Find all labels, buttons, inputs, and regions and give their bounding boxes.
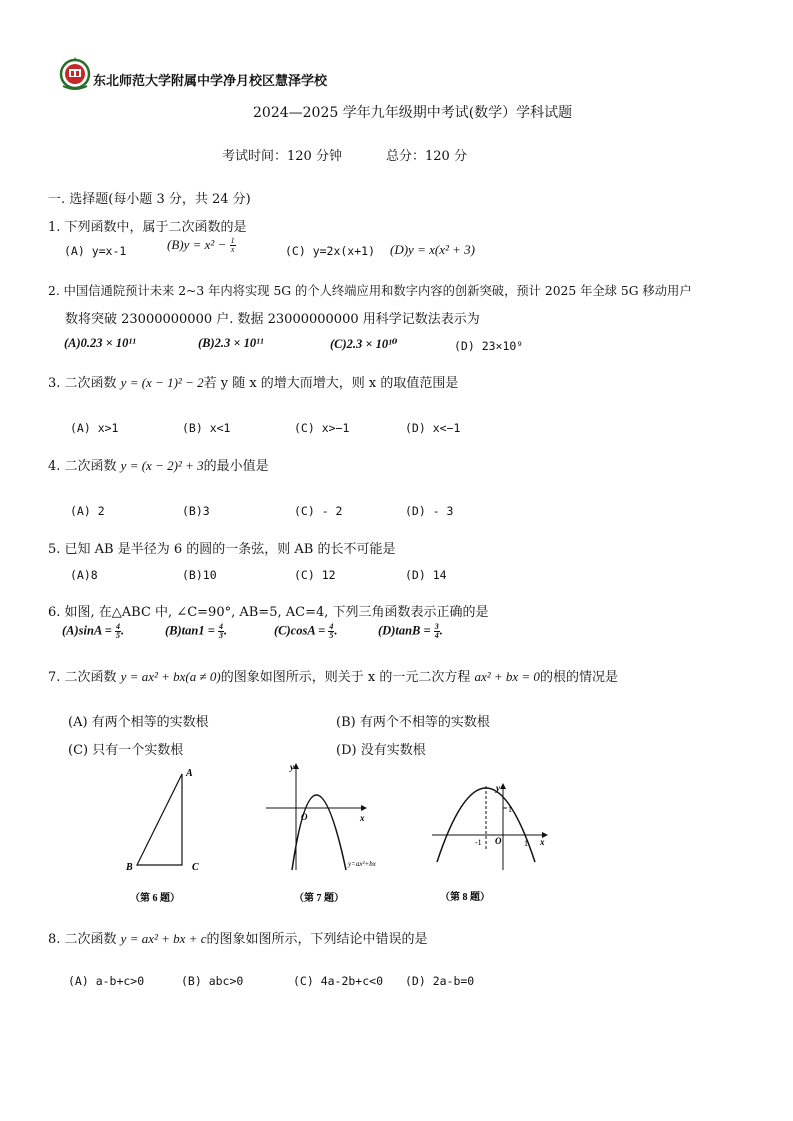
q7-stem: 7. 二次函数 y = ax² + bx(a ≠ 0)的图象如图所示，则关于 x 的一元二次方程 ax² + bx = 0的根的情况是 xyxy=(48,669,618,685)
q2-option-a: (A)0.23 × 10¹¹ xyxy=(64,336,136,350)
q2-option-b: (B)2.3 × 10¹¹ xyxy=(198,336,264,350)
q8-stem: 8. 二次函数 y = ax² + bx + c的图象如图所示，下列结论中错误的是 xyxy=(48,931,428,947)
q1-option-a: (A) y=x-1 xyxy=(64,244,127,258)
q5-stem: 5. 已知 AB 是半径为 6 的圆的一条弦，则 AB 的长不可能是 xyxy=(48,542,396,557)
q7-option-d: (D) 没有实数根 xyxy=(336,743,426,758)
q3-option-a: (A) x>1 xyxy=(70,421,119,435)
q7-option-c: (C) 只有一个实数根 xyxy=(68,743,184,758)
label-b: B xyxy=(126,862,133,873)
exam-title: 2024—2025 学年九年级期中考试(数学）学科试题 xyxy=(253,105,573,121)
figure-8 xyxy=(430,776,555,906)
q3-option-d: (D) x<−1 xyxy=(405,421,461,435)
q6-option-a: (A)sinA = $\frac{4}{5}$ . xyxy=(62,622,125,640)
origin-label: O xyxy=(495,836,502,846)
q8-option-b: (B) abc>0 xyxy=(181,974,244,988)
label-y-1: 1 xyxy=(508,805,512,814)
q1-b-expr: y = x² − xyxy=(183,237,230,252)
q7-option-a: (A) 有两个相等的实数根 xyxy=(68,715,209,730)
origin-label: O xyxy=(301,812,308,822)
q4-option-a: (A) 2 xyxy=(70,504,105,518)
parabola-8 xyxy=(437,788,535,862)
parabola-equation: y=ax²+bx xyxy=(348,860,376,868)
q6-option-c: (C)cosA = $\frac{4}{5}$ . xyxy=(274,622,338,640)
q2-stem-line1: 2. 中国信通院预计未来 2~3 年内将实现 5G 的个人终端应用和数字内容的创新突破，预计 2025 年全球 5G 移动用户 xyxy=(48,284,692,298)
q6-stem: 6. 如图, 在△ABC 中, ∠C=90°, AB=5, AC=4, 下列三角函数表示正确的是 xyxy=(48,605,489,620)
q5-option-d: (D) 14 xyxy=(405,568,447,582)
q2-option-c: (C)2.3 × 10¹⁰ xyxy=(330,337,398,351)
caption-8: （第 8 题） xyxy=(440,892,490,903)
axis-label-x: x xyxy=(540,837,545,847)
q6-option-d: (D)tanB = $\frac{3}{4}$ . xyxy=(378,622,443,640)
q5-option-c: (C) 12 xyxy=(294,568,336,582)
q1-stem: 1. 下列函数中，属于二次函数的是 xyxy=(48,220,247,235)
school-name: 东北师范大学附属中学净月校区慧泽学校 xyxy=(93,74,328,89)
axis-label-y: y xyxy=(290,762,294,772)
exam-total: 总分：120 分 xyxy=(386,149,467,164)
label-c: C xyxy=(192,862,199,873)
q1-option-d: (D)y = x(x² + 3) xyxy=(390,242,475,257)
q8-option-c: (C) 4a-2b+c<0 xyxy=(293,974,384,988)
q2-option-d: (D) 23×10⁹ xyxy=(454,339,524,353)
q3-stem: 3. 二次函数 y = (x − 1)² − 2若 y 随 x 的增大而增大，则 x 的取值范围是 xyxy=(48,375,459,391)
q7-option-b: (B) 有两个不相等的实数根 xyxy=(336,715,490,730)
figure-6 xyxy=(120,764,220,904)
q6-option-b: (B)tan1 = $\frac{4}{3}$ . xyxy=(165,622,228,640)
q4-option-c: (C) - 2 xyxy=(294,504,343,518)
figure-7 xyxy=(262,758,402,904)
label-x-1: 1 xyxy=(524,839,528,848)
q8-option-d: (D) 2a-b=0 xyxy=(405,974,475,988)
label-a: A xyxy=(186,768,193,779)
parabola-7 xyxy=(292,795,346,870)
q1-b-label: (B) xyxy=(167,237,184,252)
q4-option-d: (D) - 3 xyxy=(405,504,454,518)
school-logo xyxy=(59,56,91,90)
section-heading: 一. 选择题(每小题 3 分，共 24 分) xyxy=(48,192,251,207)
q2-stem-line2: 数将突破 23000000000 户. 数据 23000000000 用科学记数法表示为 xyxy=(65,312,480,327)
q5-option-a: (A)8 xyxy=(70,568,98,582)
q3-option-c: (C) x>−1 xyxy=(294,421,350,435)
exam-time: 考试时间：120 分钟 xyxy=(222,149,342,164)
q1-option-b xyxy=(167,237,236,254)
axis-label-x: x xyxy=(360,813,365,823)
axis-label-y: y xyxy=(496,783,500,793)
q5-option-b: (B)10 xyxy=(182,568,217,582)
q3-option-b: (B) x<1 xyxy=(182,421,231,435)
caption-6: （第 6 题） xyxy=(130,893,180,904)
label-neg1: -1 xyxy=(475,838,482,847)
q8-option-a: (A) a-b+c>0 xyxy=(68,974,145,988)
triangle-abc xyxy=(137,774,182,865)
q1-option-c: (C) y=2x(x+1) xyxy=(285,244,376,258)
q4-option-b: (B)3 xyxy=(182,504,210,518)
q1-b-fraction: $\frac{1}{x}$ xyxy=(230,236,235,254)
caption-7: （第 7 题） xyxy=(294,893,344,904)
q4-stem: 4. 二次函数 y = (x − 2)² + 3的最小值是 xyxy=(48,458,269,474)
